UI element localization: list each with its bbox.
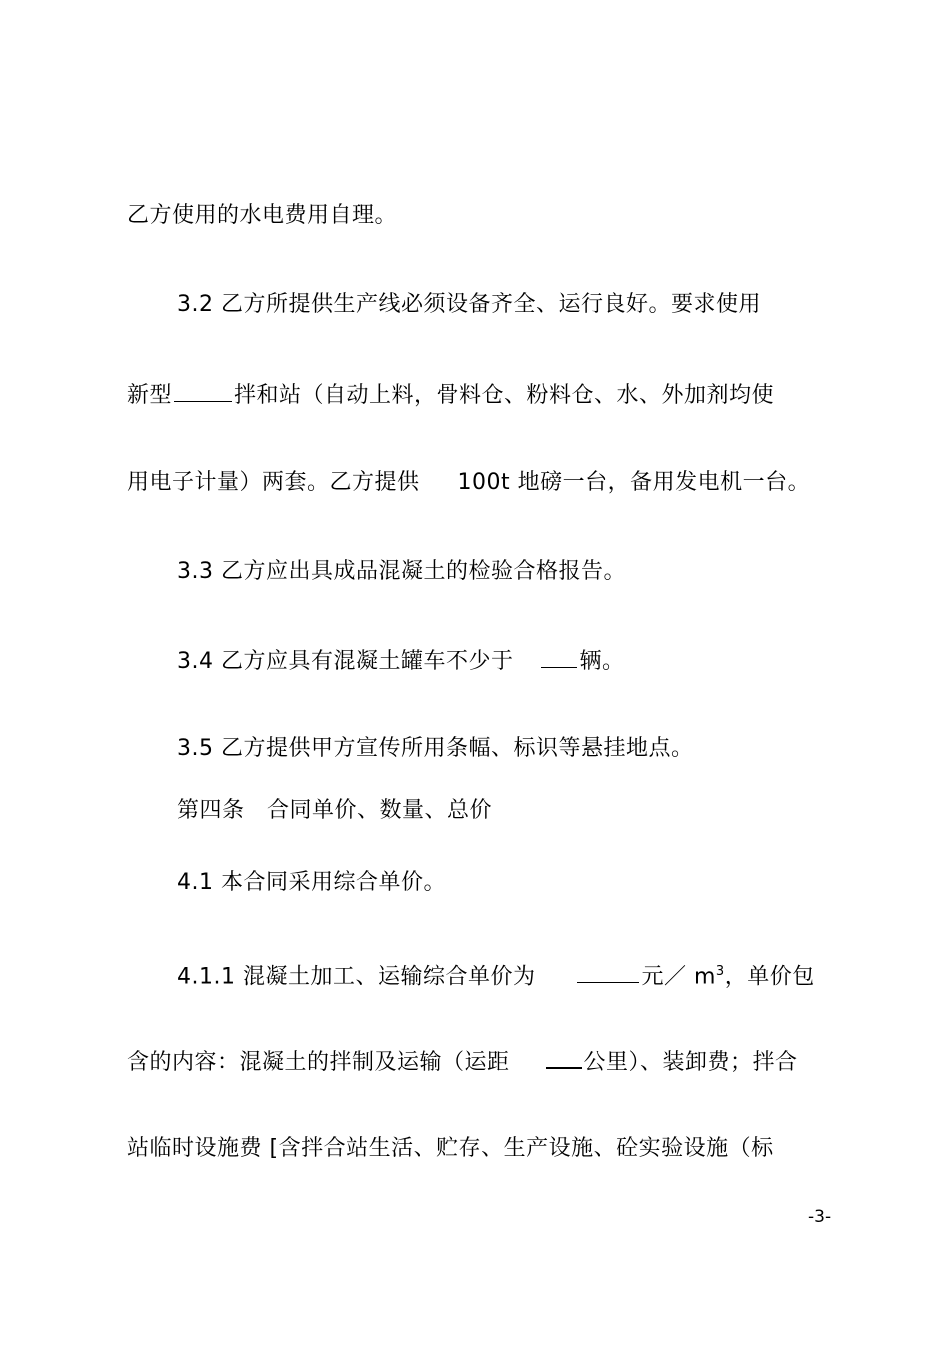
text: 用电子计量）两套。乙方提供 — [127, 470, 420, 495]
text: 3.3 乙方应出具成品混凝土的检验合格报告。 — [177, 559, 626, 584]
text: 拌和站（自动上料，骨料仓、粉料仓、水、外加剂均使 — [234, 383, 775, 408]
text: 4.1 本合同采用综合单价。 — [177, 870, 446, 895]
paragraph-line — [127, 1134, 774, 1164]
text: 第四条 合同单价、数量、总价 — [177, 798, 493, 823]
fill-blank — [546, 1045, 582, 1069]
superscript: 3 — [715, 964, 725, 979]
text: 站临时设施费 [含拌合站生活、贮存、生产设施、砼实验设施（标 — [127, 1136, 774, 1161]
text: 乙方使用的水电费用自理。 — [127, 203, 398, 228]
text: 3.2 乙方所提供生产线必须设备齐全、运行良好。要求使用 — [177, 292, 761, 317]
paragraph-line — [127, 468, 810, 498]
text: 含的内容：混凝土的拌制及运输（运距 — [127, 1050, 510, 1075]
fill-blank — [541, 645, 577, 668]
text: 新型 — [127, 383, 173, 408]
text: 公里）、装卸费；拌合 — [583, 1050, 798, 1075]
text: 辆。 — [579, 649, 625, 674]
text: 4.1.1 混凝土加工、运输综合单价为 — [177, 964, 536, 990]
clause-3-5 — [177, 734, 693, 764]
page-number: -3- — [808, 1207, 832, 1227]
text: 3.4 乙方应具有混凝土罐车不少于 — [177, 649, 514, 674]
fill-blank — [174, 379, 232, 402]
fill-blank — [577, 960, 639, 983]
clause-3-2 — [177, 290, 761, 320]
clause-4-1 — [177, 868, 446, 898]
paragraph-line — [127, 201, 397, 231]
clause-3-3 — [177, 557, 626, 587]
clause-4-1-1 — [177, 957, 815, 992]
paragraph-line — [127, 379, 774, 411]
text: 3.5 乙方提供甲方宣传所用条幅、标识等悬挂地点。 — [177, 736, 694, 761]
article-4-heading — [177, 796, 492, 826]
text: 100t 地磅一台，备用发电机一台。 — [457, 470, 811, 495]
text: ，单价包 — [724, 964, 815, 990]
paragraph-line — [127, 1045, 798, 1078]
clause-3-4 — [177, 645, 625, 677]
text: 元／ m — [641, 964, 716, 990]
